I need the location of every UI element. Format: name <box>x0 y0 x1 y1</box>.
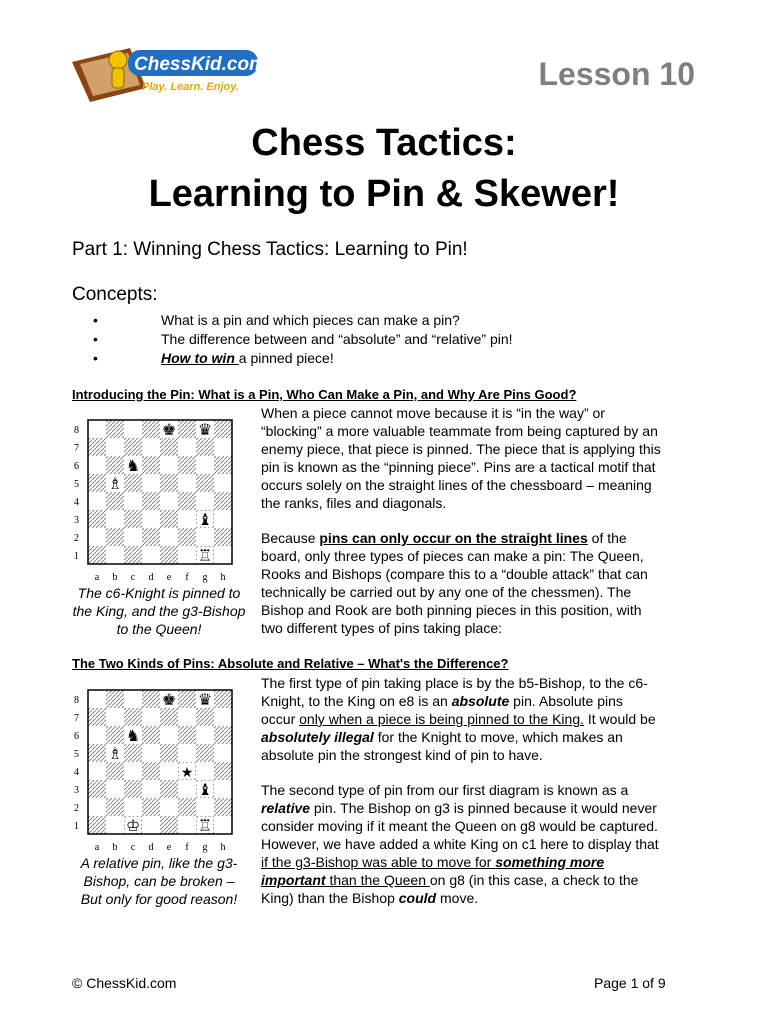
chess-piece-e8: ♚ <box>161 420 177 439</box>
concept-item: What is a pin and which pieces can make a pin? <box>161 312 460 328</box>
text-run: It would be <box>584 711 656 727</box>
rank-label: 5 <box>74 749 79 760</box>
file-label: d <box>148 842 154 853</box>
text-run: The first type of pin taking place is by the b5-Bishop, to the c6-Knight, to the King on e8 is an <box>261 675 648 709</box>
emphasis-text: pins can only occur on the straight lines <box>319 530 588 546</box>
board-square <box>160 708 178 726</box>
chess-piece-c6: ♞ <box>125 456 141 475</box>
rank-label: 4 <box>74 497 79 508</box>
board-square <box>178 798 196 816</box>
bullet-marker: • <box>93 350 98 366</box>
concept-emphasis: How to win <box>161 350 239 366</box>
board-square <box>160 816 178 834</box>
emphasis-text: something more important <box>261 854 605 888</box>
board-square <box>142 510 160 528</box>
board-square <box>160 546 178 564</box>
board-square <box>196 456 214 474</box>
board-square <box>160 726 178 744</box>
board-square <box>142 798 160 816</box>
board-square <box>106 798 124 816</box>
rank-label: 3 <box>74 515 79 526</box>
board-square <box>88 510 106 528</box>
logo-name: ChessKid.com <box>134 54 266 75</box>
board-square <box>214 474 232 492</box>
chess-piece-g3: ♝ <box>197 780 213 799</box>
board-square <box>142 690 160 708</box>
board-square <box>124 546 142 564</box>
board-square <box>214 456 232 474</box>
board-square <box>88 816 106 834</box>
board-square <box>124 744 142 762</box>
board-square <box>106 420 124 438</box>
board-square <box>142 474 160 492</box>
board-square <box>160 438 178 456</box>
text-run: Because <box>261 530 320 546</box>
chess-piece-c1: ♔ <box>125 816 141 835</box>
board-square <box>160 474 178 492</box>
board-square <box>178 510 196 528</box>
file-label: b <box>112 572 118 583</box>
board-square <box>124 798 142 816</box>
board-square <box>106 816 124 834</box>
board-square <box>124 762 142 780</box>
concepts-heading: Concepts: <box>72 284 158 305</box>
section2-heading: The Two Kinds of Pins: Absolute and Relative – What's the Difference? <box>72 656 509 671</box>
board-square <box>106 780 124 798</box>
section1-paragraph-2 <box>261 529 661 637</box>
emphasis-text: could <box>398 890 437 906</box>
board-square <box>142 816 160 834</box>
board-square <box>196 438 214 456</box>
board-square <box>214 528 232 546</box>
board-square <box>178 816 196 834</box>
board-square <box>88 708 106 726</box>
board-square <box>214 510 232 528</box>
board-square <box>106 492 124 510</box>
board-square <box>160 510 178 528</box>
text-run: The second type of pin from our first diagram is known as a <box>261 782 629 798</box>
file-label: a <box>94 572 100 583</box>
board-square <box>88 492 106 510</box>
board-square <box>142 780 160 798</box>
board-square <box>214 420 232 438</box>
text-run: of the board, only three types of pieces can make a pin: The Queen, Rooks and Bishops (compare this to a “double attack” that can technically be carried out by any one of the chessmen). The Bishop and Rook are both pinning pieces in this position, with two different types of pins taking place: <box>261 530 648 636</box>
logo-tagline: Play. Learn. Enjoy. <box>142 81 239 93</box>
board-square <box>106 528 124 546</box>
section1-paragraph-1: When a piece cannot move because it is “in the way” or “blocking” a more valuable teammate from being captured by an enemy piece, that piece is pinned. The piece that is applying this pin is known as the “pinning piece”. Pins are a tactical motif that occurs solely on the straight lines of the chessboard – meaning the ranks, files and diagonals. <box>261 405 661 511</box>
board-square <box>106 438 124 456</box>
board-square <box>106 708 124 726</box>
board-square <box>142 546 160 564</box>
chess-diagram-1 <box>72 416 242 591</box>
file-label: a <box>94 842 100 853</box>
chess-piece-g1: ♖ <box>197 816 213 835</box>
board-square <box>124 474 142 492</box>
concept-item: The difference between and “absolute” and “relative” pin! <box>161 331 513 347</box>
chess-piece-b5: ♗ <box>107 744 123 763</box>
board-square <box>196 798 214 816</box>
text-run: move. <box>436 890 479 906</box>
board-square <box>214 438 232 456</box>
board-square <box>196 726 214 744</box>
chess-piece-b5: ♗ <box>107 474 123 493</box>
file-label: g <box>202 842 208 853</box>
lesson-number: Lesson 10 <box>538 56 695 92</box>
footer-copyright: © ChessKid.com <box>72 975 177 991</box>
rank-label: 8 <box>74 425 79 436</box>
board-square <box>160 456 178 474</box>
board-square <box>214 780 232 798</box>
board-square <box>88 726 106 744</box>
chess-piece-g8: ♛ <box>197 420 213 439</box>
board-square <box>160 492 178 510</box>
board-square <box>142 726 160 744</box>
board-square <box>178 546 196 564</box>
page-title-line2: Learning to Pin & Skewer! <box>148 173 620 215</box>
underlined-text: if the g3-Bishop was able to move for <box>261 854 496 870</box>
footer-page-number: Page 1 of 9 <box>594 975 666 991</box>
board-square <box>196 528 214 546</box>
concept-rest: a pinned piece! <box>238 350 334 366</box>
file-label: h <box>220 572 226 583</box>
board-square <box>88 456 106 474</box>
board-square <box>178 726 196 744</box>
board-square <box>214 744 232 762</box>
board-square <box>106 510 124 528</box>
file-label: e <box>166 842 172 853</box>
board-square <box>160 780 178 798</box>
chess-piece-e8: ♚ <box>161 690 177 709</box>
board-square <box>178 420 196 438</box>
rank-label: 5 <box>74 479 79 490</box>
file-label: b <box>112 842 118 853</box>
board-square <box>88 528 106 546</box>
rank-label: 3 <box>74 785 79 796</box>
board-square <box>124 438 142 456</box>
text-run: on g8 (in this case, a check to the King) than the Bishop <box>261 872 639 906</box>
file-label: h <box>220 842 226 853</box>
board-square <box>142 708 160 726</box>
board-square <box>124 492 142 510</box>
part-heading: Part 1: Winning Chess Tactics: Learning to Pin! <box>72 239 468 260</box>
board-square <box>142 492 160 510</box>
board-square <box>142 744 160 762</box>
board-square <box>124 528 142 546</box>
board-square <box>214 690 232 708</box>
board-square <box>196 708 214 726</box>
board-square <box>178 708 196 726</box>
board-square <box>142 762 160 780</box>
board-square <box>196 744 214 762</box>
rank-label: 8 <box>74 695 79 706</box>
rank-label: 7 <box>74 713 79 724</box>
board-square <box>160 798 178 816</box>
emphasis-text: relative <box>261 800 311 816</box>
concept-item <box>161 350 334 366</box>
chess-piece-g8: ♛ <box>197 690 213 709</box>
board-square <box>160 528 178 546</box>
board-square <box>142 528 160 546</box>
board-square <box>88 420 106 438</box>
text-run: for the Knight to move, which makes an absolute pin the strongest kind of pin to have. <box>261 729 623 763</box>
file-label: c <box>130 572 136 583</box>
underlined-text: than the Queen <box>325 872 430 888</box>
board-square <box>214 762 232 780</box>
board-square <box>88 438 106 456</box>
board-square <box>196 762 214 780</box>
text-run: pin. Absolute pins occur <box>261 693 623 727</box>
board-square <box>178 690 196 708</box>
board-square <box>214 492 232 510</box>
board-square <box>214 708 232 726</box>
board-square <box>178 780 196 798</box>
board-square <box>124 510 142 528</box>
rank-label: 7 <box>74 443 79 454</box>
board-square <box>178 492 196 510</box>
diagram2-caption: A relative pin, like the g3-Bishop, can be broken – But only for good reason! <box>80 855 238 907</box>
rank-label: 2 <box>74 803 79 814</box>
chesskid-logo <box>70 40 270 104</box>
board-square <box>178 456 196 474</box>
board-square <box>88 798 106 816</box>
rank-label: 4 <box>74 767 79 778</box>
rank-label: 6 <box>74 461 79 472</box>
board-square <box>214 798 232 816</box>
board-square <box>178 438 196 456</box>
board-square <box>178 474 196 492</box>
emphasis-text: absolute <box>451 693 510 709</box>
board-square <box>124 780 142 798</box>
board-square <box>106 690 124 708</box>
file-label: d <box>148 572 154 583</box>
file-label: c <box>130 842 136 853</box>
board-square <box>124 690 142 708</box>
file-label: f <box>185 842 189 853</box>
board-square <box>214 816 232 834</box>
text-run: pin. The Bishop on g3 is pinned because it would never consider moving if it meant the Queen on g8 would be captured. However, we have added a white King on c1 here to display that <box>261 800 659 852</box>
board-square <box>106 762 124 780</box>
section1-heading: Introducing the Pin: What is a Pin, Who Can Make a Pin, and Why Are Pins Good? <box>72 387 577 402</box>
file-label: g <box>202 572 208 583</box>
rank-label: 1 <box>74 551 79 562</box>
board-square <box>214 546 232 564</box>
board-square <box>178 528 196 546</box>
board-square <box>142 420 160 438</box>
chess-piece-f4: ★ <box>180 765 194 781</box>
board-square <box>124 708 142 726</box>
chess-piece-c6: ♞ <box>125 726 141 745</box>
board-square <box>178 744 196 762</box>
chess-piece-g1: ♖ <box>197 546 213 565</box>
board-square <box>106 546 124 564</box>
board-square <box>88 546 106 564</box>
board-square <box>106 456 124 474</box>
chess-diagram-2 <box>72 686 242 861</box>
board-square <box>214 726 232 744</box>
board-square <box>106 726 124 744</box>
board-square <box>88 474 106 492</box>
board-square <box>196 492 214 510</box>
board-square <box>196 474 214 492</box>
diagram1-caption: The c6-Knight is pinned to the King, and the g3-Bishop to the Queen! <box>72 585 246 637</box>
underlined-text: only when a piece is being pinned to the King. <box>299 711 584 727</box>
board-square <box>142 438 160 456</box>
board-square <box>88 780 106 798</box>
rank-label: 6 <box>74 731 79 742</box>
board-square <box>160 744 178 762</box>
file-label: e <box>166 572 172 583</box>
rank-label: 2 <box>74 533 79 544</box>
board-square <box>160 762 178 780</box>
chess-piece-g3: ♝ <box>197 510 213 529</box>
board-square <box>88 744 106 762</box>
rank-label: 1 <box>74 821 79 832</box>
bullet-marker: • <box>93 331 98 347</box>
emphasis-text: absolutely illegal <box>261 729 374 745</box>
board-square <box>88 690 106 708</box>
section2-paragraph-2 <box>261 781 661 907</box>
page-title-line1: Chess Tactics: <box>251 122 517 164</box>
board-square <box>124 420 142 438</box>
section2-paragraph-1 <box>261 674 661 764</box>
board-square <box>142 456 160 474</box>
board-square <box>88 762 106 780</box>
file-label: f <box>185 572 189 583</box>
bullet-marker: • <box>93 312 98 328</box>
